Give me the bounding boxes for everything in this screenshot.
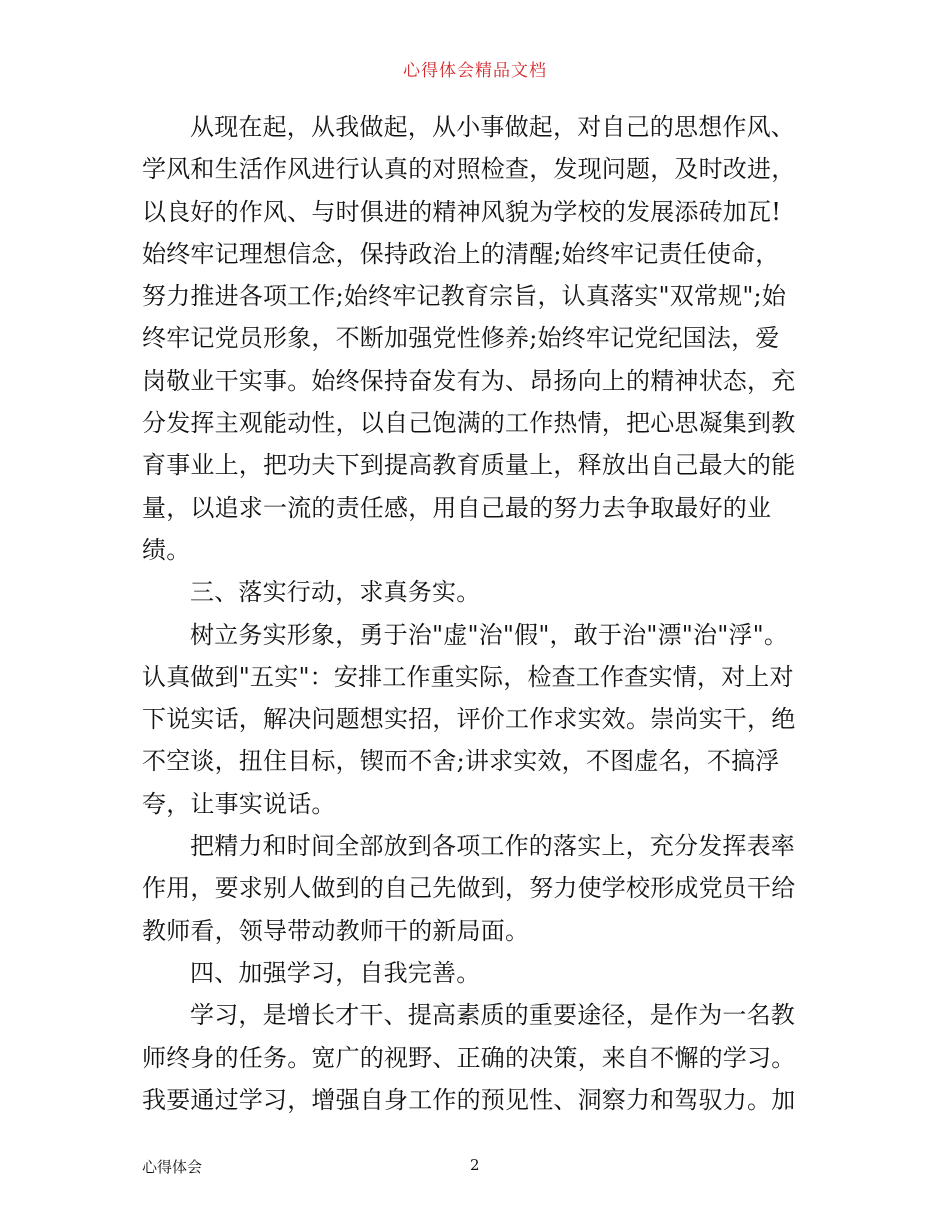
- text-line: 努力推进各项工作;始终牢记教育宗旨，认真落实"双常规";始: [142, 282, 787, 311]
- text-line: 学风和生活作风进行认真的对照检查，发现问题，及时改进，: [142, 155, 796, 184]
- text-line: 量，以追求一流的责任感，用自己最的努力去争取最好的业: [142, 493, 772, 522]
- text-line: 教师看，领导带动教师干的新局面。: [142, 916, 530, 945]
- page-number: 2: [470, 1156, 480, 1174]
- text-line: 把精力和时间全部放到各项工作的落实上，充分发挥表率: [190, 832, 795, 861]
- text-line: 我要通过学习，增强自身工作的预见性、洞察力和驾驭力。加: [142, 1085, 796, 1114]
- text-line: 下说实话，解决问题想实招，评价工作求实效。崇尚实干，绝: [142, 705, 796, 734]
- text-line: 绩。: [142, 535, 191, 564]
- document-body: [142, 106, 812, 1121]
- text-line: 从现在起，从我做起，从小事做起，对自己的思想作风、: [190, 113, 795, 141]
- text-line: 师终身的任务。宽广的视野、正确的决策，来自不懈的学习。: [142, 1043, 796, 1072]
- text-line: 树立务实形象，勇于治"虚"治"假"，敢于治"漂"治"浮"。: [190, 620, 789, 649]
- text-line: 分发挥主观能动性，以自己饱满的工作热情，把心思凝集到教: [142, 409, 796, 438]
- text-line: 夸，让事实说话。: [142, 789, 336, 818]
- section-heading: 三、落实行动，求真务实。: [190, 578, 481, 607]
- page-header-title: 心得体会精品文档: [403, 61, 547, 81]
- text-line: 学习，是增长才干、提高素质的重要途径，是作为一名教: [190, 1001, 795, 1030]
- text-line: 育事业上，把功夫下到提高教育质量上，释放出自己最大的能: [142, 451, 796, 480]
- footer-label: 心得体会: [142, 1158, 203, 1176]
- text-line: 以良好的作风、与时俱进的精神风貌为学校的发展添砖加瓦!: [142, 197, 782, 226]
- text-line: 始终牢记理想信念，保持政治上的清醒;始终牢记责任使命，: [142, 239, 780, 268]
- text-line: 不空谈，扭住目标，锲而不舍;讲求实效，不图虚名，不搞浮: [142, 747, 780, 776]
- text-line: 认真做到"五实"：安排工作重实际，检查工作查实情，对上对: [142, 662, 794, 691]
- text-line: 作用，要求别人做到的自己先做到，努力使学校形成党员干给: [142, 874, 796, 903]
- text-line: 岗敬业干实事。始终保持奋发有为、昂扬向上的精神状态，充: [142, 366, 796, 395]
- section-heading: 四、加强学习，自我完善。: [190, 958, 481, 987]
- text-line: 终牢记党员形象，不断加强党性修养;始终牢记党纪国法，爱: [142, 324, 780, 353]
